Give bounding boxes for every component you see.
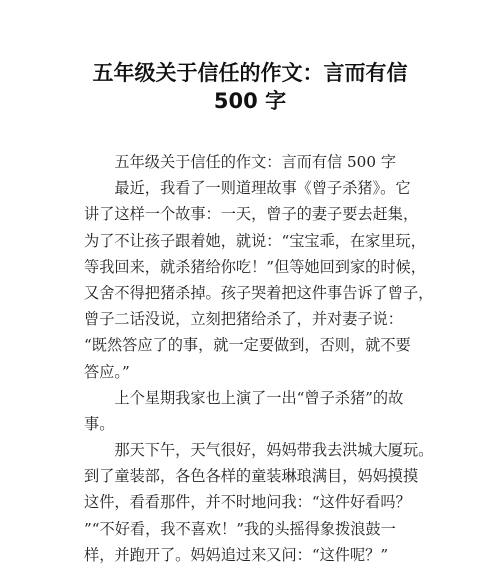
body-line: 为了不让孩子跟着她，就说：“宝宝乖，在家里玩，	[84, 231, 426, 250]
body-line: 到了童装部，各色各样的童装琳琅满目，妈妈摸摸	[84, 467, 419, 486]
body-line: 曾子二话没说，立刻把猪给杀了，并对妻子说：	[84, 310, 403, 329]
body-line: 那天下午，天气很好，妈妈带我去洪城大厦玩。	[84, 441, 434, 460]
document-body	[84, 149, 434, 568]
body-line: 样，并跑开了。妈妈追过来又问：“这件呢？”	[84, 545, 389, 564]
body-line: 讲了这样一个故事：一天，曾子的妻子要去赶集，	[84, 205, 419, 224]
body-line: 这件，看看那件，并不时地问我：“这件好看吗？	[84, 493, 411, 512]
body-line: 又舍不得把猪杀掉。孩子哭着把这件事告诉了曾子，	[84, 283, 434, 302]
body-line: ”“不好看，我不喜欢！”我的头摇得象拨浪鼓一	[84, 519, 396, 538]
body-line: 上个星期我家也上演了一出“曾子杀猪”的故	[84, 388, 404, 407]
body-line: 事。	[84, 414, 115, 433]
body-line: “既然答应了的事，就一定要做到，否则，就不要	[84, 336, 411, 355]
body-line: 最近，我看了一则道理故事《曾子杀猪》。它	[84, 179, 411, 198]
document-title-line-1: 五年级关于信任的作文：言而有信	[92, 61, 408, 85]
body-line: 等我回来，就杀猪给你吃！”但等她回到家的时候，	[84, 257, 426, 276]
body-line: 答应。”	[84, 362, 130, 381]
document-title-line-2: 500 字	[213, 89, 287, 113]
body-line: 五年级关于信任的作文：言而有信 500 字	[84, 153, 397, 171]
